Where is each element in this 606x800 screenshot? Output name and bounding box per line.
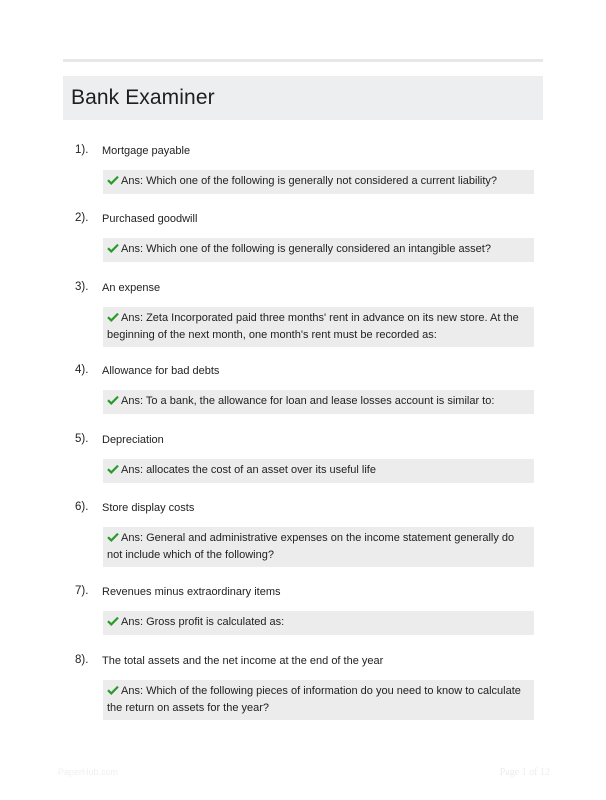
check-icon xyxy=(107,243,119,253)
check-icon xyxy=(107,312,119,322)
question-text: The total assets and the net income at the end of the year xyxy=(102,655,384,667)
question-text: Depreciation xyxy=(102,434,164,446)
answer-text: Ans: Which one of the following is generally considered an intangible asset? xyxy=(121,243,491,255)
question-number: 3). xyxy=(75,281,89,293)
question-text: An expense xyxy=(102,282,161,294)
check-icon xyxy=(107,616,119,626)
check-icon xyxy=(107,175,119,185)
question-text: Allowance for bad debts xyxy=(102,365,220,377)
answer-box xyxy=(103,238,534,262)
question-number: 1). xyxy=(75,144,89,156)
question-text: Store display costs xyxy=(102,502,195,514)
answer-text: Ans: General and administrative expenses on the income statement generally do not include which of the following? xyxy=(107,532,515,561)
answer-box xyxy=(103,680,534,720)
top-divider xyxy=(63,59,543,62)
footer-site: PaperHub.com xyxy=(58,767,119,777)
answer-box xyxy=(103,390,534,414)
check-icon xyxy=(107,685,119,695)
question-text: Revenues minus extraordinary items xyxy=(102,586,281,598)
answer-text: Ans: Gross profit is calculated as: xyxy=(121,616,285,628)
question-number: 7). xyxy=(75,585,89,597)
question-number: 5). xyxy=(75,433,89,445)
question-number: 2). xyxy=(75,212,89,224)
question-number: 4). xyxy=(75,364,89,376)
question-number: 6). xyxy=(75,501,89,513)
answer-text: Ans: Which one of the following is generally not considered a current liability? xyxy=(121,175,498,187)
answer-text: Ans: Which of the following pieces of information do you need to know to calculate the return on assets for the year? xyxy=(107,685,521,714)
question-number: 8). xyxy=(75,654,89,666)
check-icon xyxy=(107,395,119,405)
answer-text: Ans: allocates the cost of an asset over its useful life xyxy=(121,464,376,476)
answer-box xyxy=(103,459,534,483)
check-icon xyxy=(107,464,119,474)
question-text: Purchased goodwill xyxy=(102,213,198,225)
answer-text: Ans: Zeta Incorporated paid three months' rent in advance on its new store. At the beginning of the next month, one month's rent must be recorded as: xyxy=(107,312,519,341)
answer-box xyxy=(103,170,534,194)
answer-box xyxy=(103,611,534,635)
answer-text: Ans: To a bank, the allowance for loan and lease losses account is similar to: xyxy=(121,395,495,407)
answer-box xyxy=(103,527,534,567)
question-text: Mortgage payable xyxy=(102,145,191,157)
title-bar xyxy=(63,76,543,120)
answer-box xyxy=(103,307,534,347)
check-icon xyxy=(107,532,119,542)
page-title: Bank Examiner xyxy=(71,86,215,109)
footer-page-number: Page 1 of 12 xyxy=(499,767,550,778)
